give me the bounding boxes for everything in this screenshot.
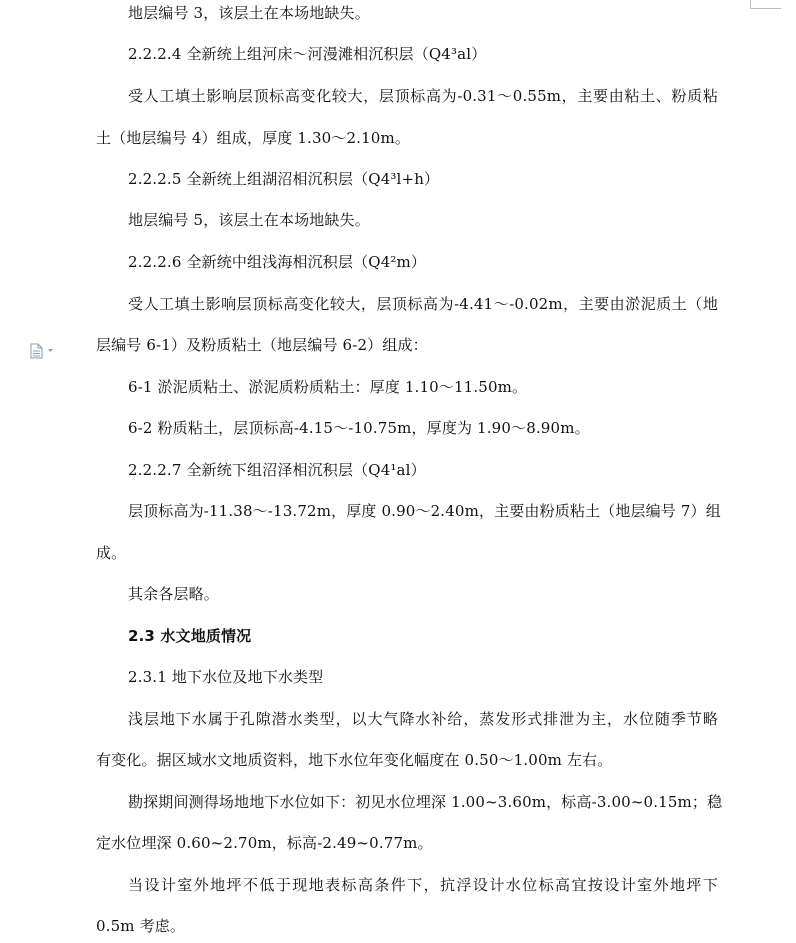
paragraph-menu-button[interactable]	[30, 343, 58, 359]
paragraph-line: 当设计室外地坪不低于现地表标高条件下，抗浮设计水位标高宜按设计室外地坪下	[128, 876, 718, 894]
list-item-6-2: 6-2 粉质粘土，层顶标高-4.15～-10.75m，厚度为 1.90～8.90m。	[128, 419, 590, 437]
paragraph-line: 受人工填土影响层顶标高变化较大，层顶标高为-4.41～-0.02m，主要由淤泥质土（地	[128, 295, 718, 313]
section-heading-2-2-2-7: 2.2.2.7 全新统下组沼泽相沉积层（Q4¹al）	[128, 461, 426, 479]
paragraph-line: 层顶标高为-11.38～-13.72m，厚度 0.90～2.40m，主要由粉质粘土（地层编号 7）组	[128, 502, 721, 520]
paragraph-line: 0.5m 考虑。	[96, 917, 186, 935]
paragraph-line: 有变化。据区域水文地质资料，地下水位年变化幅度在 0.50～1.00m 左右。	[96, 751, 613, 769]
paragraph-line: 层编号 6-1）及粉质粘土（地层编号 6-2）组成：	[96, 336, 428, 354]
section-heading-2-2-2-4: 2.2.2.4 全新统上组河床～河漫滩相沉积层（Q4³al）	[128, 45, 487, 63]
paragraph-line: 成。	[96, 544, 127, 562]
paragraph-line: 勘探期间测得场地地下水位如下：初见水位埋深 1.00~3.60m，标高-3.00~0.15m；稳	[128, 793, 723, 811]
paragraph-line: 地层编号 5，该层土在本场地缺失。	[128, 211, 370, 229]
page-corner-mark	[750, 0, 781, 9]
document-icon	[30, 343, 58, 359]
paragraph-line: 浅层地下水属于孔隙潜水类型，以大气降水补给，蒸发形式排泄为主，水位随季节略	[128, 710, 718, 728]
paragraph-line: 其余各层略。	[128, 585, 219, 603]
paragraph-line: 地层编号 3，该层土在本场地缺失。	[128, 4, 370, 22]
section-heading-2-2-2-6: 2.2.2.6 全新统中组浅海相沉积层（Q4²m）	[128, 253, 427, 271]
section-heading-2-3-1: 2.3.1 地下水位及地下水类型	[128, 668, 324, 686]
list-item-6-1: 6-1 淤泥质粘土、淤泥质粉质粘土：厚度 1.10～11.50m。	[128, 378, 528, 396]
section-heading-2-2-2-5: 2.2.2.5 全新统上组湖沼相沉积层（Q4³l+h）	[128, 170, 440, 188]
paragraph-line: 土（地层编号 4）组成，厚度 1.30～2.10m。	[96, 129, 411, 147]
paragraph-line: 受人工填土影响层顶标高变化较大，层顶标高为-0.31～0.55m，主要由粘土、粉质粘	[128, 87, 718, 105]
caret-down-icon	[48, 349, 53, 352]
paragraph-line: 定水位埋深 0.60~2.70m，标高-2.49~0.77m。	[96, 834, 433, 852]
section-heading-2-3: 2.3 水文地质情况	[128, 627, 252, 645]
